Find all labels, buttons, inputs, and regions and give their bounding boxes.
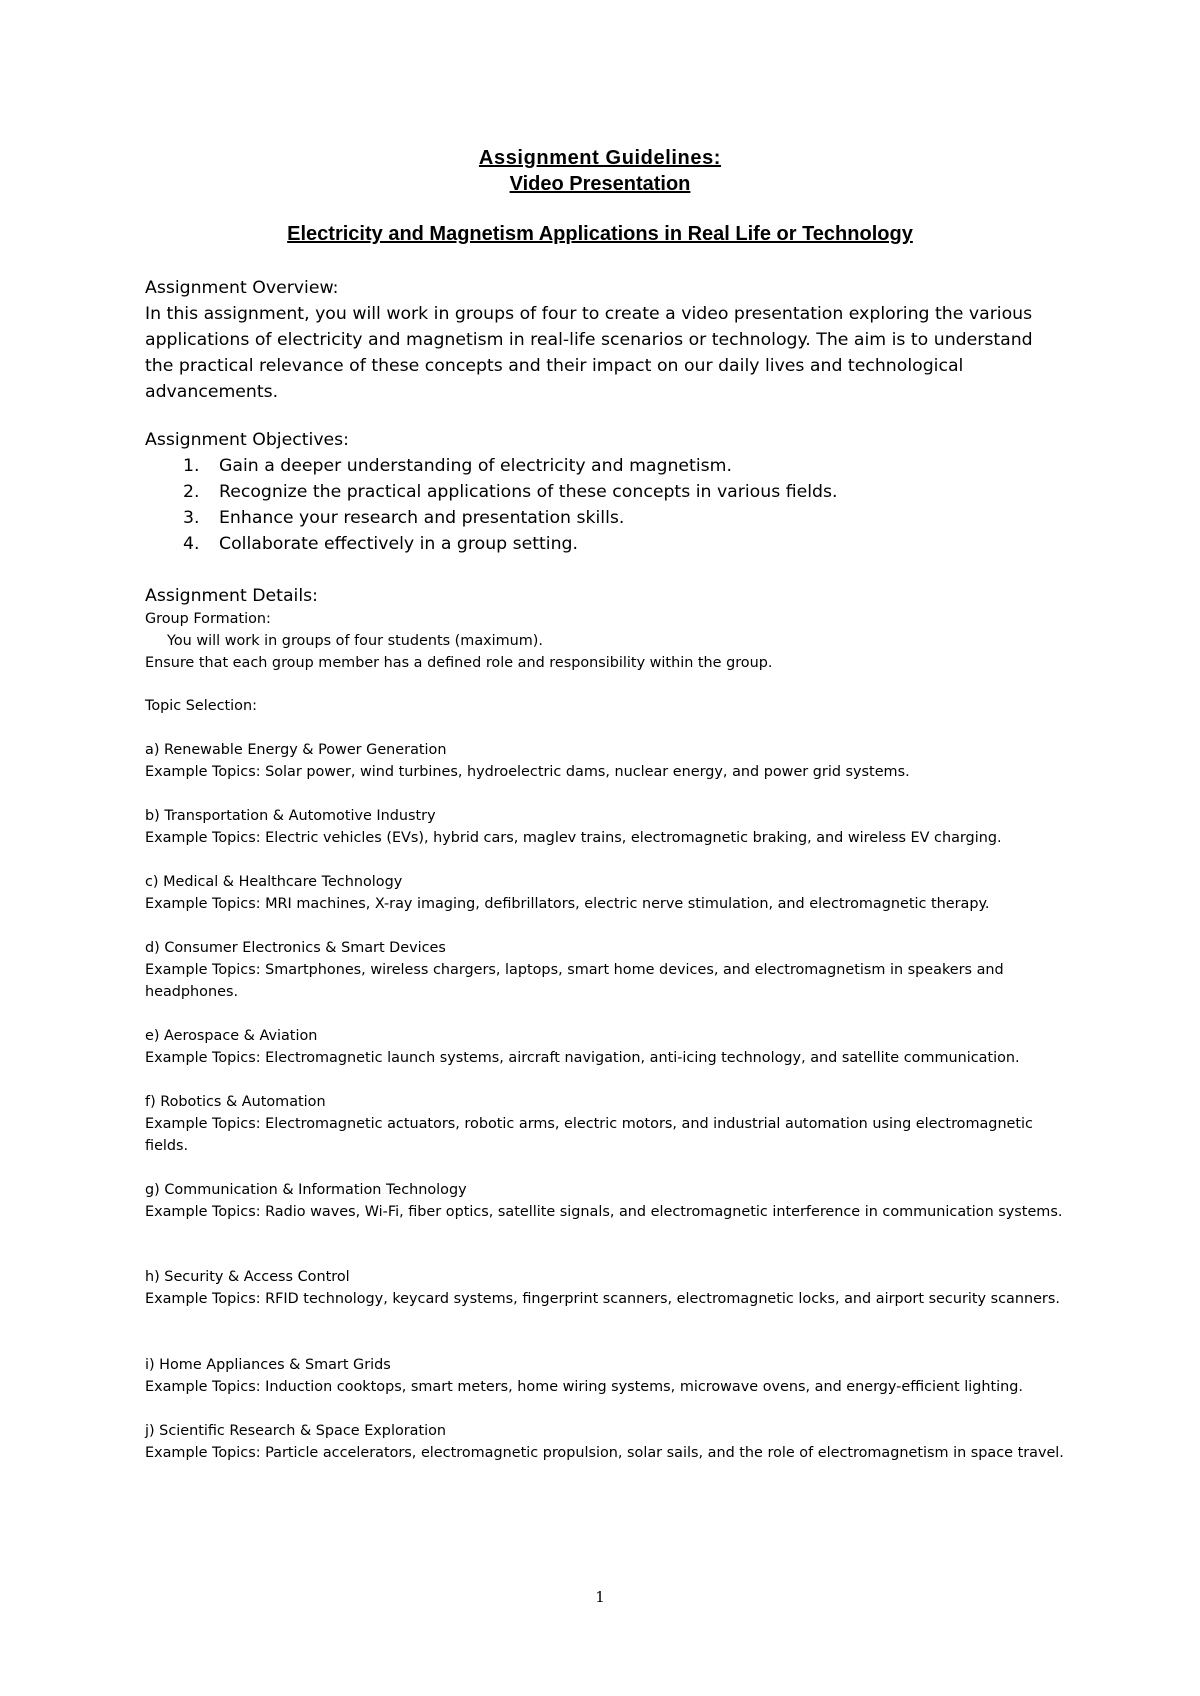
topic-title: f) Robotics & Automation	[145, 1094, 326, 1110]
topic-examples: Example Topics: RFID technology, keycard systems, fingerprint scanners, electromagnetic locks, and airport security scanners.	[145, 1291, 1060, 1307]
topic-title: e) Aerospace & Aviation	[145, 1028, 318, 1044]
topic-examples: Example Topics: Solar power, wind turbines, hydroelectric dams, nuclear energy, and power grid systems.	[145, 764, 910, 780]
topic-item	[145, 805, 1065, 849]
topic-title: a) Renewable Energy & Power Generation	[145, 742, 447, 758]
objective-item	[145, 505, 1045, 531]
objectives-heading: Assignment Objectives:	[145, 430, 350, 450]
topic-examples: Example Topics: Electric vehicles (EVs), hybrid cars, maglev trains, electromagnetic braking, and wireless EV charging.	[145, 830, 1002, 846]
objectives-list	[145, 453, 1045, 557]
overview-heading: Assignment Overview:	[145, 278, 339, 298]
topic-examples: Example Topics: Electromagnetic launch systems, aircraft navigation, anti-icing technology, and satellite communication.	[145, 1050, 1020, 1066]
objective-item	[145, 479, 1045, 505]
objective-item	[145, 453, 1045, 479]
topic-item	[145, 937, 1065, 1003]
topic-item	[145, 1354, 1065, 1398]
topic-selection-label: Topic Selection:	[145, 698, 257, 714]
group-formation-section	[145, 608, 1065, 674]
topic-item	[145, 1179, 1065, 1223]
objective-number: 1.	[183, 456, 200, 476]
objective-text: Collaborate effectively in a group setting.	[219, 534, 579, 554]
group-size-text: You will work in groups of four students (maximum).	[167, 633, 543, 649]
topic-item	[145, 739, 1065, 783]
details-heading: Assignment Details:	[145, 586, 318, 606]
document-title: Assignment Guidelines:	[478, 147, 722, 169]
objective-text: Recognize the practical applications of these concepts in various fields.	[219, 482, 838, 502]
topic-title: d) Consumer Electronics & Smart Devices	[145, 940, 446, 956]
objective-text: Enhance your research and presentation skills.	[219, 508, 625, 528]
topic-title: g) Communication & Information Technology	[145, 1182, 467, 1198]
topic-title: b) Transportation & Automotive Industry	[145, 808, 436, 824]
objective-text: Gain a deeper understanding of electricity and magnetism.	[219, 456, 732, 476]
topic-item	[145, 1420, 1065, 1464]
topic-examples: Example Topics: Smartphones, wireless chargers, laptops, smart home devices, and electromagnetism in speakers and headphones.	[145, 962, 1004, 1000]
topic-examples: Example Topics: Induction cooktops, smart meters, home wiring systems, microwave ovens, and energy-efficient lighting.	[145, 1379, 1023, 1395]
objective-number: 3.	[183, 508, 200, 528]
topic-title: j) Scientific Research & Space Exploration	[145, 1423, 447, 1439]
objective-item	[145, 531, 1045, 557]
topic-title: c) Medical & Healthcare Technology	[145, 874, 403, 890]
objective-number: 2.	[183, 482, 200, 502]
topic-examples: Example Topics: Radio waves, Wi-Fi, fiber optics, satellite signals, and electromagnetic interference in communication systems.	[145, 1204, 1063, 1220]
assignment-topic-title: Electricity and Magnetism Applications in Real Life or Technology	[287, 223, 913, 245]
topic-examples: Example Topics: Particle accelerators, electromagnetic propulsion, solar sails, and the role of electromagnetism in space travel.	[145, 1445, 1064, 1461]
topic-title: i) Home Appliances & Smart Grids	[145, 1357, 391, 1373]
topic-examples: Example Topics: MRI machines, X-ray imaging, defibrillators, electric nerve stimulation, and electromagnetic therapy.	[145, 896, 990, 912]
topic-item	[145, 871, 1065, 915]
topic-item	[145, 1025, 1065, 1069]
group-formation-label: Group Formation:	[145, 611, 271, 627]
overview-section	[145, 275, 1065, 405]
page-number: 1	[595, 1588, 605, 1606]
document-subtitle: Video Presentation	[509, 173, 691, 195]
overview-text: In this assignment, you will work in groups of four to create a video presentation exploring the various applications of electricity and magnetism in real-life scenarios or technology. The aim is to understand the practical relevance of these concepts and their impact on our daily lives and technological advancements.	[145, 304, 1033, 402]
objective-number: 4.	[183, 534, 200, 554]
topic-item	[145, 1091, 1065, 1157]
topic-item	[145, 1266, 1065, 1310]
topic-title: h) Security & Access Control	[145, 1269, 350, 1285]
topic-examples: Example Topics: Electromagnetic actuators, robotic arms, electric motors, and industrial automation using electromagnetic fields.	[145, 1116, 1033, 1154]
group-roles-text: Ensure that each group member has a defined role and responsibility within the group.	[145, 655, 773, 671]
